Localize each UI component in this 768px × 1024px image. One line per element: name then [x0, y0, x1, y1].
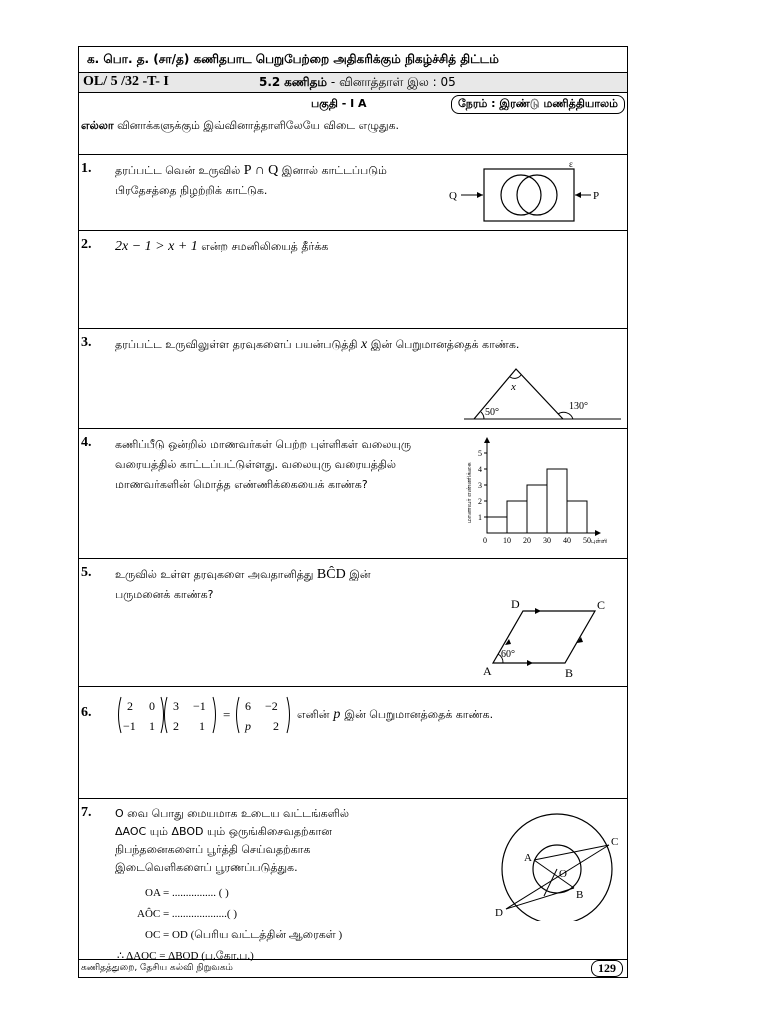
subject-number: 5.2: [259, 75, 281, 89]
q5-text-a: உருவில் உள்ள தரவுகளை அவதானித்து: [115, 568, 314, 581]
subject-line: [259, 75, 456, 91]
y-tick-label: 4: [478, 465, 482, 474]
question-text: [115, 237, 328, 257]
q3-variable: x: [361, 337, 368, 352]
q1-expression: P ∩ Q: [243, 163, 279, 178]
m1-c: −1: [123, 719, 136, 733]
angle-x-label: x: [511, 381, 516, 393]
time-badge: நேரம் : இரண்டு மணித்தியாலம்: [451, 95, 625, 114]
histogram-chart: [459, 433, 624, 557]
y-axis-label: மாணவர் எண்ணிக்கை: [467, 462, 473, 523]
department-name: கணிதத்துறை, தேசிய கல்வி நிறுவகம்: [81, 963, 233, 973]
x-tick-label: 30: [543, 536, 551, 545]
proof-step-3: OC = OD (பெரிய வட்டத்தின் ஆரைகள் ): [145, 929, 343, 941]
proof-step-4: ∴ ΔAOC = ΔBOD (ப.கோ.ப.): [117, 950, 254, 962]
matrix-equation: [115, 693, 493, 737]
angle-50-label: 50°: [485, 407, 499, 418]
y-tick-label: 3: [478, 481, 482, 490]
m1-a: 2: [127, 699, 133, 713]
page-number: 129: [591, 960, 623, 977]
question-number: 2.: [81, 237, 92, 252]
q7-line-3: நிபந்தனைகளைப் பூர்த்தி செய்வதற்காக: [115, 843, 311, 856]
question-5: [79, 559, 627, 687]
histogram-bar: [547, 469, 567, 533]
venn-diagram: [449, 159, 609, 227]
instruction: [81, 119, 399, 134]
question-text: [115, 335, 519, 355]
parallelogram-diagram: [479, 577, 619, 687]
question-number: 3.: [81, 335, 92, 350]
histogram-bar: [507, 501, 527, 533]
triangle-diagram: [459, 357, 624, 425]
question-7: [79, 799, 627, 961]
q2-text: என்ற சமனிலியைத் தீர்க்க: [201, 240, 329, 253]
page-footer: [79, 959, 627, 977]
venn-label-p: P: [593, 190, 600, 202]
m3-b: −2: [265, 699, 278, 713]
point-b: B: [576, 889, 584, 901]
angle-60-label: 60°: [501, 649, 515, 660]
proof-step-2: AÔC = ....................( ): [137, 908, 238, 920]
q2-inequality: 2x − 1 > x + 1: [115, 239, 198, 254]
q4-line-2: வரையத்தில் காட்டப்பட்டுள்ளது. வலையுரு வரையத்தில்: [115, 458, 397, 471]
q6-variable: p: [333, 707, 341, 722]
x-axis-label: புள்ளி: [591, 539, 608, 545]
program-title-text: க. பொ. த. (சா/த) கணிதபாட பெறுபேற்றை அதிகரிக்கும் நிகழ்ச்சித் திட்டம்: [87, 51, 499, 66]
m2-b: −1: [193, 699, 206, 713]
m2-d: 1: [199, 719, 205, 733]
angle-130-label: 130°: [569, 401, 588, 412]
m1-d: 1: [149, 719, 155, 733]
q3-text-b: இன் பெறுமானத்தைக் காண்க.: [370, 338, 520, 351]
q1-text-c: பிரதேசத்தை நிழற்றிக் காட்டுக.: [115, 184, 268, 197]
svg-text:=: =: [223, 707, 231, 722]
x-axis-arrow: [595, 530, 601, 536]
q7-line-2: ΔAOC யும் ΔBOD யும் ஒருங்கிசைவதற்கான: [115, 825, 332, 838]
q5-text-c: பருமனைக் காண்க?: [115, 588, 214, 601]
q6-text-b: இன் பெறுமானத்தைக் காண்க.: [344, 707, 494, 721]
y-axis-arrow: [484, 437, 490, 443]
q1-text-b: இனால் காட்டப்படும்: [281, 164, 387, 177]
proof-step-1: OA = ................ ( ): [145, 887, 229, 899]
q3-text-a: தரப்பட்ட உருவிலுள்ள தரவுகளைப் பயன்படுத்தி: [115, 338, 358, 351]
q6-text-a: எனின்: [297, 707, 330, 721]
vertex-d: D: [511, 597, 520, 611]
matrix-product: [115, 693, 295, 737]
q5-text-b: இன்: [349, 568, 371, 581]
question-6: [79, 687, 627, 799]
question-number: 7.: [81, 805, 92, 820]
histogram-bar: [527, 485, 547, 533]
point-a: A: [524, 852, 532, 864]
concentric-circles-diagram: [489, 811, 625, 921]
question-4: [79, 429, 627, 559]
x-tick-label: 40: [563, 536, 571, 545]
question-text: [115, 161, 387, 201]
m3-c: p: [245, 719, 251, 733]
vertex-c: C: [597, 598, 606, 612]
m2-c: 2: [173, 719, 179, 733]
question-number: 5.: [81, 565, 92, 580]
point-o: O: [559, 868, 567, 880]
q1-text-a: தரப்பட்ட வென் உருவில்: [115, 164, 241, 177]
y-tick-label: 5: [478, 449, 482, 458]
proof-steps: [117, 883, 343, 967]
q5-angle: BĈD: [316, 567, 346, 582]
part-header: [79, 93, 627, 155]
venn-label-q: Q: [449, 190, 457, 202]
question-text: [115, 565, 371, 605]
q4-line-3: மாணவர்களின் மொத்த எண்ணிக்கையைக் காண்க?: [115, 478, 368, 491]
question-number: 4.: [81, 435, 92, 450]
x-tick-label: 20: [523, 536, 531, 545]
instruction-text: வினாக்களுக்கும் இவ்வினாத்தாளிலேயே விடை எழுதுக.: [117, 119, 400, 132]
question-text: [115, 435, 411, 495]
instruction-bold: எல்லா: [81, 119, 114, 132]
x-tick-label: 50: [583, 536, 591, 545]
q7-line-1: O வை பொது மையமாக உடைய வட்டங்களில்: [115, 807, 350, 820]
program-title: [79, 47, 627, 73]
y-tick-label: 2: [478, 497, 482, 506]
subject-name: கணிதம்: [284, 75, 328, 89]
question-1: [79, 155, 627, 231]
x-tick-label: 10: [503, 536, 511, 545]
y-tick-label: 1: [478, 513, 482, 522]
m3-a: 6: [245, 699, 251, 713]
paper-number: - வினாத்தாள் இல : 05: [330, 75, 456, 89]
question-number: 1.: [81, 161, 92, 176]
histogram-bar: [487, 517, 507, 533]
venn-label-universal: ε: [569, 159, 573, 169]
point-d: D: [495, 907, 503, 919]
paper-code: OL/ 5 /32 -T- I: [83, 74, 169, 89]
part-label: பகுதி - I A: [311, 97, 367, 110]
x-tick-label: 0: [483, 536, 487, 545]
question-3: [79, 329, 627, 429]
vertex-b: B: [565, 666, 574, 680]
question-text: [115, 805, 349, 877]
question-2: [79, 231, 627, 329]
point-c: C: [611, 836, 619, 848]
m3-d: 2: [273, 719, 279, 733]
histogram-bar: [567, 501, 587, 533]
m2-a: 3: [173, 699, 179, 713]
q7-line-4: இடைவெளிகளைப் பூரணப்படுத்துக.: [115, 861, 298, 874]
exam-page: [78, 46, 628, 978]
paper-info-bar: [79, 73, 627, 93]
q4-line-1: கணிப்பீடு ஒன்றில் மாணவர்கள் பெற்ற புள்ளிகள் வலையுரு: [115, 438, 412, 451]
m1-b: 0: [149, 699, 155, 713]
vertex-a: A: [483, 664, 492, 678]
question-number: 6.: [81, 705, 92, 720]
